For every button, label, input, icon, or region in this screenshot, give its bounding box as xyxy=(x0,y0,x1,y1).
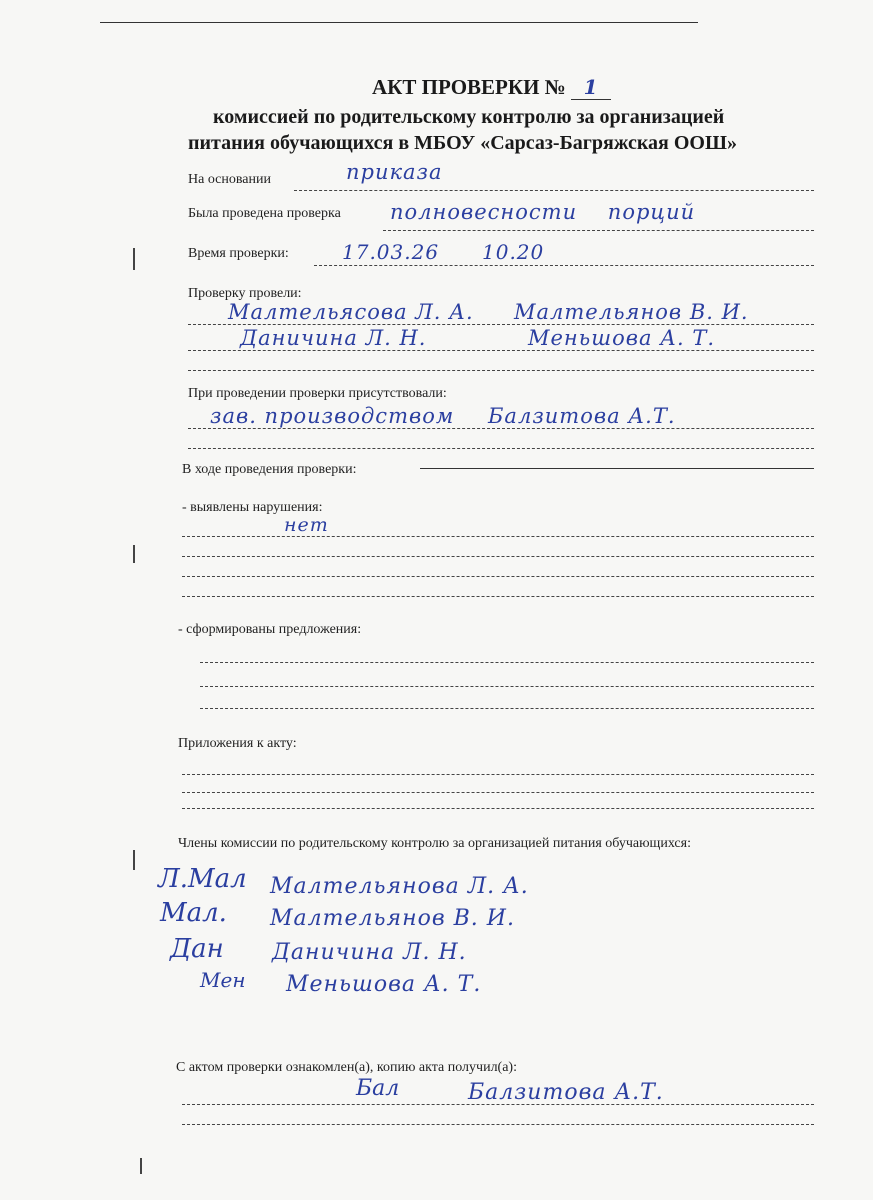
conducted-member-3: Даничина Л. Н. xyxy=(240,326,427,350)
margin-tick xyxy=(140,1158,142,1174)
conducted-label: Проверку провели: xyxy=(188,286,302,301)
ack-line-1 xyxy=(182,1104,814,1105)
conducted-line-2 xyxy=(188,350,814,351)
time-line xyxy=(314,265,814,266)
conducted-line-1 xyxy=(188,324,814,325)
proposals-line-2 xyxy=(200,686,814,687)
member-signature-2: Мал. xyxy=(160,898,227,928)
attachments-line-2 xyxy=(182,792,814,793)
time-label: Время проверки: xyxy=(188,246,289,261)
attachments-line-1 xyxy=(182,774,814,775)
violations-line-1 xyxy=(182,536,814,537)
present-name: Балзитова А.Т. xyxy=(488,404,676,428)
violations-line-4 xyxy=(182,596,814,597)
conducted-member-4: Меньшова А. Т. xyxy=(528,326,716,350)
proposals-line-3 xyxy=(200,708,814,709)
act-number: 1 xyxy=(571,75,611,100)
member-name-3: Даничина Л. Н. xyxy=(272,940,467,965)
member-name-4: Меньшова А. Т. xyxy=(286,972,482,997)
act-title-prefix: АКТ ПРОВЕРКИ № xyxy=(372,75,566,99)
ack-line-2 xyxy=(182,1124,814,1125)
present-line-1 xyxy=(188,428,814,429)
violations-line-3 xyxy=(182,576,814,577)
violations-value: нет xyxy=(284,514,329,536)
check-line xyxy=(383,230,814,231)
present-line-2 xyxy=(188,448,814,449)
attachments-label: Приложения к акту: xyxy=(178,736,297,751)
act-subtitle-line2: питания обучающихся в МБОУ «Сарсаз-Багряжская ООШ» xyxy=(188,132,737,154)
present-role: зав. производством xyxy=(210,404,455,428)
ack-signature: Бал xyxy=(356,1076,400,1101)
member-signature-1: Л.Мал xyxy=(158,864,247,894)
member-name-2: Малтельянов В. И. xyxy=(270,906,515,931)
time-hour: 10.20 xyxy=(482,240,545,264)
check-value: полновесности порций xyxy=(390,200,696,224)
ack-label: С актом проверки ознакомлен(а), копию акта получил(а): xyxy=(176,1060,517,1075)
act-subtitle-line1: комиссией по родительскому контролю за организацией xyxy=(213,106,725,128)
member-name-1: Малтельянова Л. А. xyxy=(270,874,529,899)
basis-value: приказа xyxy=(346,160,443,184)
attachments-line-3 xyxy=(182,808,814,809)
top-rule xyxy=(100,22,698,23)
conducted-member-2: Малтельянов В. И. xyxy=(514,300,749,324)
during-line xyxy=(420,468,814,469)
margin-tick xyxy=(133,545,135,563)
margin-tick xyxy=(133,248,135,270)
present-label: При проведении проверки присутствовали: xyxy=(188,386,447,401)
basis-label: На основании xyxy=(188,172,271,187)
margin-tick xyxy=(133,850,135,870)
ack-name: Балзитова А.Т. xyxy=(468,1080,664,1105)
conducted-member-1: Малтельясова Л. А. xyxy=(228,300,474,324)
act-title xyxy=(372,75,611,100)
time-date: 17.03.26 xyxy=(342,240,440,264)
conducted-line-3 xyxy=(188,370,814,371)
proposals-label: - сформированы предложения: xyxy=(178,622,362,637)
member-signature-3: Дан xyxy=(170,934,224,964)
check-label: Была проведена проверка xyxy=(188,206,341,221)
during-label: В ходе проведения проверки: xyxy=(182,462,357,477)
member-signature-4: Мен xyxy=(200,968,246,992)
proposals-line-1 xyxy=(200,662,814,663)
basis-line xyxy=(294,190,814,191)
violations-label: - выявлены нарушения: xyxy=(182,500,323,515)
members-label: Члены комиссии по родительскому контролю за организацией питания обучающихся: xyxy=(178,836,691,851)
violations-line-2 xyxy=(182,556,814,557)
